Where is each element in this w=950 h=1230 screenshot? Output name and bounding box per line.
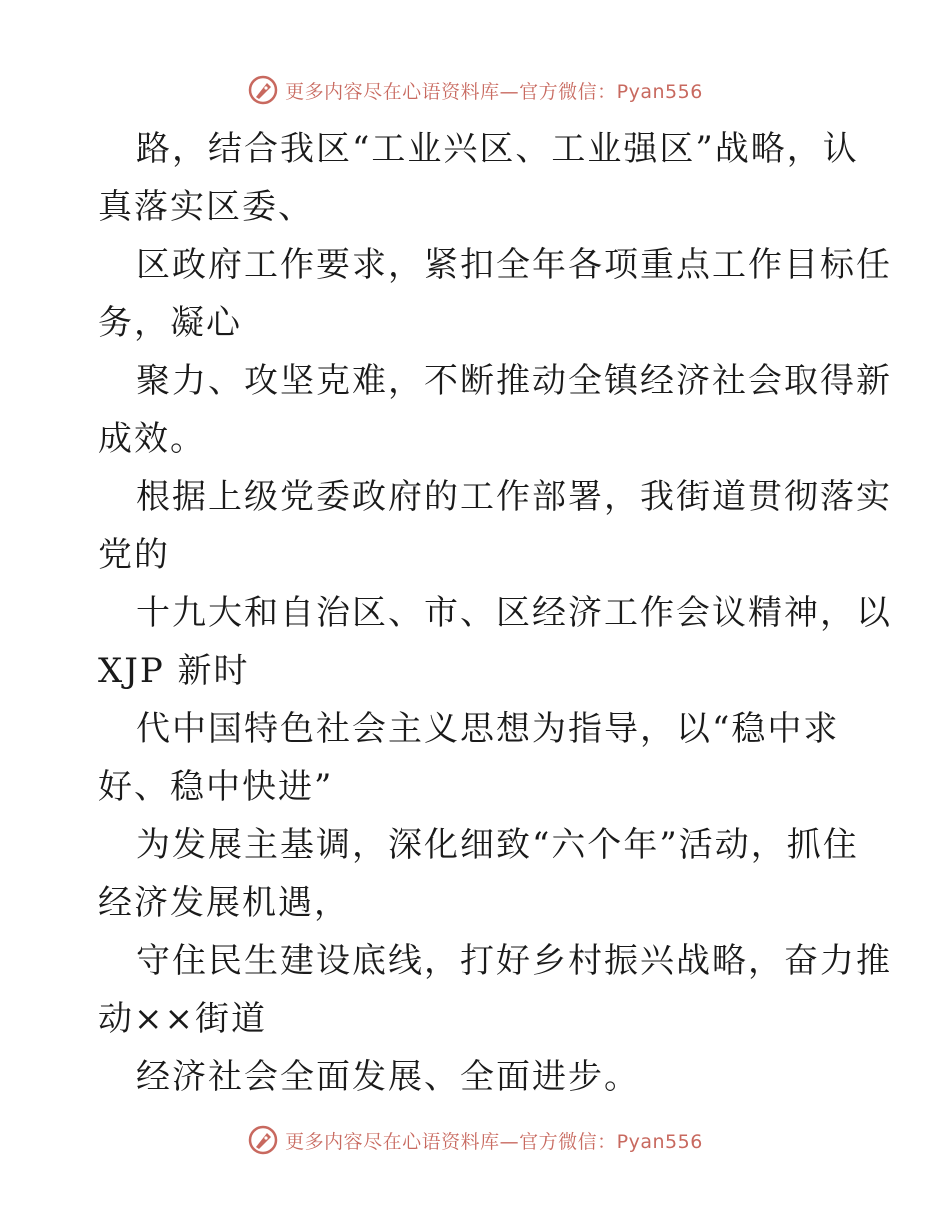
- pen-nib-logo-icon: [247, 1124, 279, 1156]
- paragraph-line: 务，凝心: [98, 303, 242, 343]
- paragraph-line: 党的: [98, 535, 170, 575]
- paragraph-line: 代中国特色社会主义思想为指导，以“稳中求: [136, 709, 840, 749]
- paragraph-line: 好、稳中快进”: [98, 767, 334, 807]
- paragraph-line: 十九大和自治区、市、区经济工作会议精神，以: [136, 593, 892, 633]
- paragraph: [98, 584, 892, 700]
- paragraph-line: 经济发展机遇，: [98, 883, 350, 923]
- paragraph-line: 成效。: [98, 419, 206, 459]
- paragraph-line: 聚力、攻坚克难，不断推动全镇经济社会取得新: [136, 361, 892, 401]
- watermark-text: 更多内容尽在心语资料库—官方微信：Pyan556: [285, 80, 703, 103]
- paragraph-line: 根据上级党委政府的工作部署，我街道贯彻落实: [136, 477, 892, 517]
- paragraph: [98, 932, 892, 1048]
- paragraph-line: 为发展主基调，深化细致“六个年”活动，抓住: [136, 825, 859, 865]
- paragraph-line: 路，结合我区“工业兴区、工业强区”战略，认: [136, 129, 859, 169]
- pen-nib-logo-icon: [247, 74, 279, 106]
- paragraph: [98, 816, 858, 932]
- paragraph: [98, 1048, 858, 1106]
- paragraph-line: XJP 新时: [98, 651, 250, 691]
- paragraph: [98, 120, 858, 236]
- paragraph: [98, 236, 892, 352]
- paragraph: [98, 700, 858, 816]
- watermark-text: 更多内容尽在心语资料库—官方微信：Pyan556: [285, 1130, 703, 1153]
- footer-watermark: [0, 1120, 950, 1160]
- paragraph-line: 真落实区委、: [98, 187, 314, 227]
- paragraph-line: 经济社会全面发展、全面进步。: [136, 1057, 640, 1097]
- paragraph: [98, 352, 892, 468]
- paragraph-line: 守住民生建设底线，打好乡村振兴战略，奋力推: [136, 941, 892, 981]
- paragraph-line: 区政府工作要求，紧扣全年各项重点工作目标任: [136, 245, 892, 285]
- header-watermark: [0, 70, 950, 110]
- paragraph: [98, 468, 892, 584]
- paragraph-line: 动××街道: [98, 999, 267, 1039]
- document-body: [98, 120, 892, 1106]
